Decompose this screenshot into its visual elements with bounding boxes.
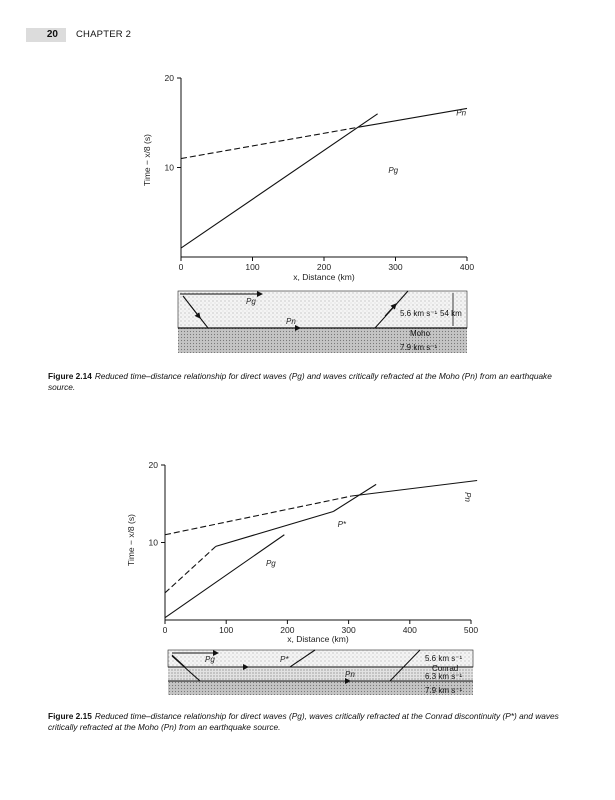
upper-velocity-label: 5.6 km s⁻¹ [425, 654, 463, 663]
section-pstar-label: P* [280, 655, 289, 664]
x-tick-label: 200 [316, 262, 332, 272]
crust-thickness-label: 54 km [440, 309, 462, 318]
y-tick-label: 10 [148, 537, 158, 548]
series-pstar-segment [333, 484, 376, 511]
figure-number: Figure 2.14 [48, 371, 92, 381]
figure-2-15-caption [48, 711, 573, 733]
pn-line-label: Pn [462, 492, 472, 502]
x-tick-label: 0 [162, 625, 168, 635]
x-axis-label: x, Distance (km) [293, 272, 355, 282]
y-tick-label: 20 [164, 73, 174, 83]
pg-line-label: Pg [388, 165, 399, 175]
section-pg-label: Pg [205, 655, 215, 664]
moho-label: Moho [410, 329, 431, 338]
y-axis-label: Time − x/8 (s) [142, 134, 152, 186]
mantle-velocity-label: 7.9 km s⁻¹ [400, 343, 438, 352]
page-number: 20 [26, 28, 66, 42]
figure-2-15-cross-section [168, 650, 473, 695]
chapter-title: CHAPTER 2 [76, 29, 132, 40]
x-tick-label: 200 [280, 625, 295, 635]
pstar-line-label: P* [337, 520, 347, 529]
x-tick-label: 0 [178, 262, 184, 272]
pn-line-label: Pn [456, 108, 467, 118]
x-tick-label: 500 [463, 625, 479, 635]
series-pg-segment [165, 535, 284, 618]
x-tick-label: 400 [459, 262, 475, 272]
y-tick-label: 10 [164, 162, 174, 173]
crust-velocity-label: 5.6 km s⁻¹ [400, 309, 438, 318]
conrad-label: Conrad [432, 664, 459, 673]
y-tick-label: 20 [148, 460, 158, 470]
series-pstar-segment [165, 546, 216, 593]
x-tick-label: 300 [341, 625, 356, 635]
pg-line-label: Pg [265, 558, 276, 568]
x-tick-label: 300 [388, 262, 403, 272]
caption-text: Reduced time–distance relationship for direct waves (Pg), waves critically refracted at the Conrad discontinuity (P*) and waves critically refracted at the Moho (Pn) from an earthquake source. [48, 711, 559, 732]
x-tick-label: 100 [219, 625, 234, 635]
mantle-velocity-label: 7.9 km s⁻¹ [425, 686, 463, 695]
section-pg-label: Pg [246, 297, 256, 306]
section-pn-label: Pn [286, 317, 296, 326]
x-tick-label: 400 [402, 625, 417, 635]
section-pn-label: Pn [345, 670, 355, 679]
series-pn-segment [165, 496, 352, 535]
y-axis-label: Time − x/8 (s) [126, 514, 136, 566]
x-tick-label: 100 [245, 262, 260, 272]
caption-text: Reduced time–distance relationship for direct waves (Pg) and waves critically refracted at the Moho (Pn) from an earthquake source. [48, 371, 552, 392]
lower-velocity-label: 6.3 km s⁻¹ [425, 672, 463, 681]
figure-number: Figure 2.15 [48, 711, 92, 721]
x-axis-label: x, Distance (km) [287, 634, 349, 644]
